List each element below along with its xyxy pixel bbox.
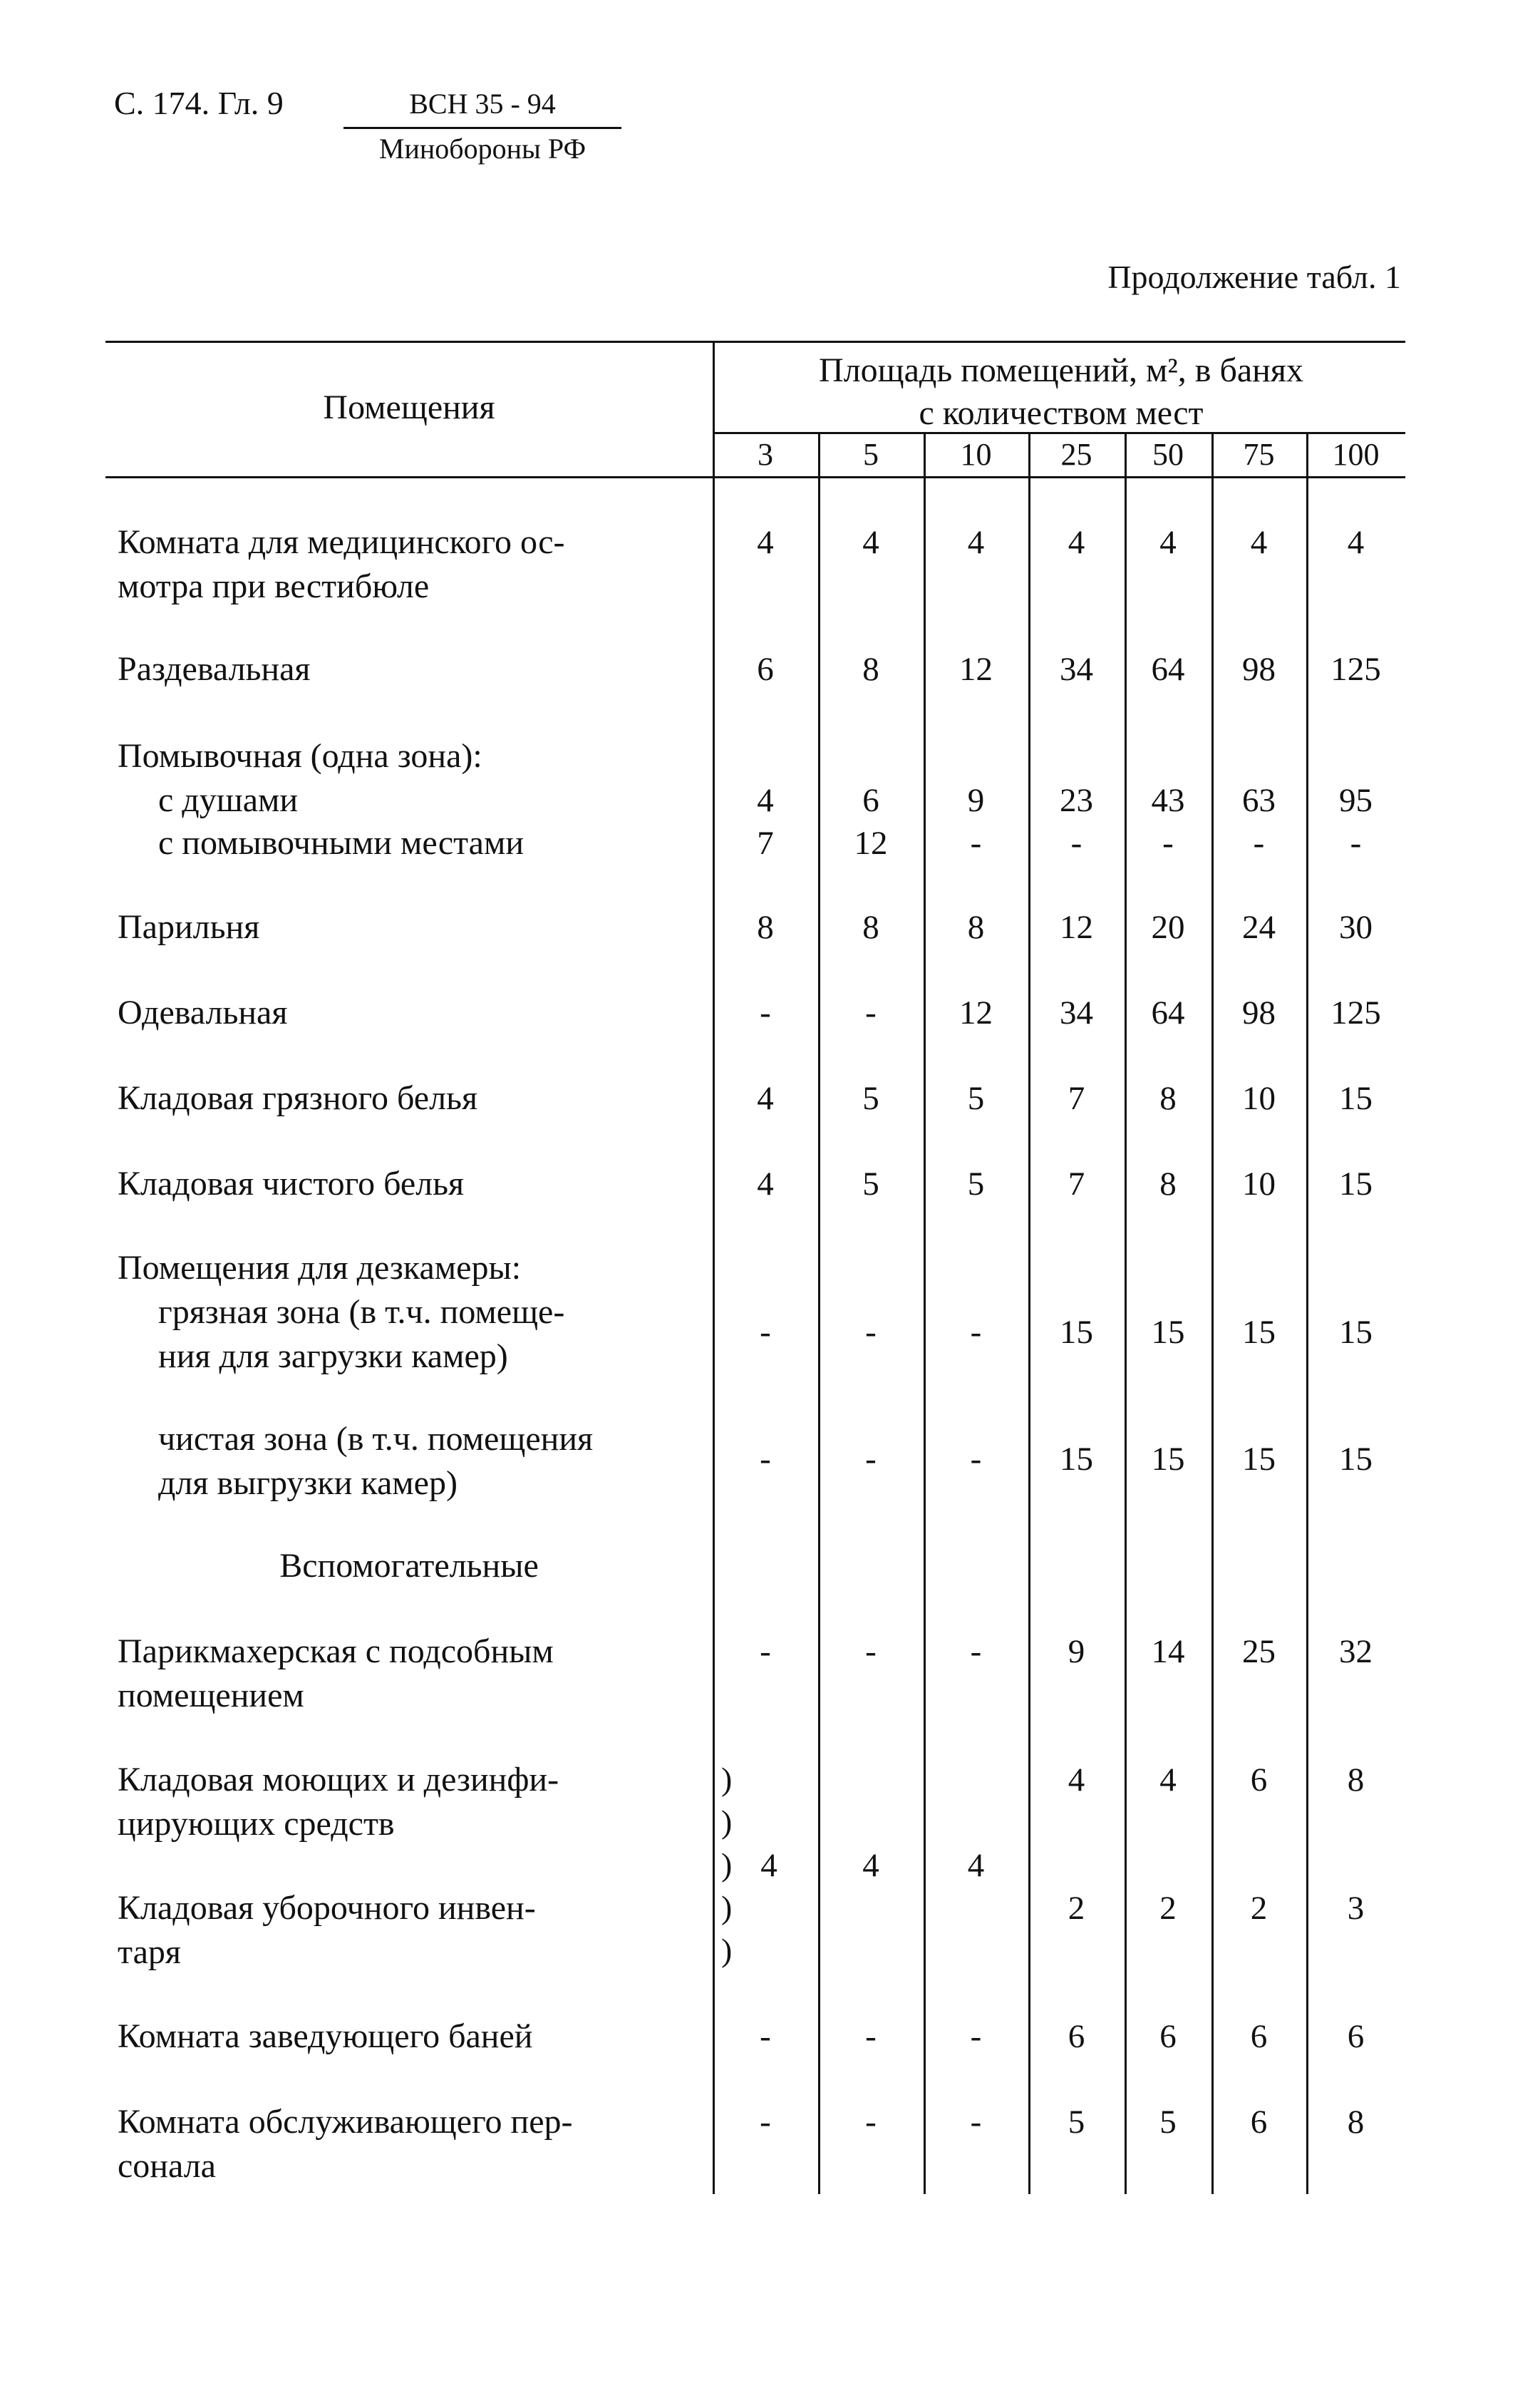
- row-label-line: цирующих средств: [118, 1805, 395, 1843]
- document-code-number: ВСН 35 - 94: [343, 84, 621, 129]
- seats-column-header: 5: [863, 437, 879, 472]
- row-label-medical-room: [118, 520, 702, 609]
- shared-value-cell: 4: [862, 1847, 879, 1884]
- table-cell: 12: [959, 994, 993, 1031]
- table-cell: 15: [1151, 1441, 1185, 1478]
- table-cell: 3: [1347, 1890, 1365, 1927]
- row-label-line: Парикмахерская с подсобным: [118, 1632, 554, 1670]
- shared-bracket: ) ) ) ) ): [721, 1761, 733, 1968]
- table-cell: 15: [1060, 1314, 1093, 1351]
- table-cell: -: [1162, 825, 1174, 862]
- table-cell: 14: [1151, 1633, 1185, 1670]
- table-cell: 8: [862, 909, 879, 946]
- table-cell: 98: [1242, 651, 1276, 688]
- table-cell: 2: [1250, 1890, 1268, 1927]
- table-cell: -: [1253, 825, 1265, 862]
- row-label-clean-linen-store: Кладовая чистого белья: [118, 1165, 465, 1203]
- table-cell: 24: [1242, 909, 1276, 946]
- table-cell: 4: [757, 524, 774, 561]
- row-label-manager-room: Комната заведующего баней: [118, 2017, 533, 2055]
- table-cell: 8: [1347, 2104, 1365, 2141]
- table-cell: 34: [1060, 994, 1093, 1031]
- table-cell: 64: [1151, 651, 1185, 688]
- table-cell: -: [970, 1633, 982, 1670]
- table-cell: 2: [1068, 1890, 1085, 1927]
- table-cell: 8: [967, 909, 985, 946]
- table-cell: -: [970, 2018, 982, 2055]
- row-label-line: ния для загрузки камер): [158, 1337, 508, 1375]
- table-cell: -: [865, 1441, 877, 1478]
- table-cell: 15: [1151, 1314, 1185, 1351]
- table-cell: -: [760, 2104, 771, 2141]
- table-cell: 7: [757, 825, 774, 862]
- table-cell: 4: [1068, 524, 1085, 561]
- table-cell: 9: [1068, 1633, 1085, 1670]
- table-cell: 5: [967, 1080, 985, 1117]
- seats-column-header: 75: [1243, 437, 1275, 472]
- table-cell: 5: [862, 1080, 879, 1117]
- table-cell: 8: [1159, 1165, 1177, 1203]
- area-group-header: [715, 349, 1407, 435]
- table-cell: 10: [1242, 1165, 1276, 1203]
- table-cell: -: [970, 1314, 982, 1351]
- table-cell: -: [970, 825, 982, 862]
- table-cell: 6: [1250, 1761, 1268, 1798]
- table-cell: -: [865, 1314, 877, 1351]
- table-cell: -: [1070, 825, 1082, 862]
- row-label-line: таря: [118, 1933, 181, 1971]
- table-cell: 6: [1250, 2018, 1268, 2055]
- row-label-staff-room: [118, 2100, 702, 2188]
- row-label-washing-room: Помывочная (одна зона):: [118, 737, 482, 775]
- table-cell: 6: [757, 651, 774, 688]
- table-cell: 4: [1250, 524, 1268, 561]
- table-cell: 32: [1339, 1633, 1373, 1670]
- table-cell: 4: [862, 524, 879, 561]
- row-label-line: для выгрузки камер): [158, 1464, 458, 1502]
- table-cell: 12: [1060, 909, 1093, 946]
- document-code-authority: Минобороны РФ: [378, 133, 586, 165]
- table-cell: 7: [1068, 1165, 1085, 1203]
- table-cell: 15: [1339, 1441, 1373, 1478]
- table-cell: 20: [1151, 909, 1185, 946]
- area-group-header-line1: Площадь помещений, м², в банях: [819, 351, 1303, 389]
- table-cell: 12: [854, 825, 888, 862]
- table-cell: 5: [1068, 2104, 1085, 2141]
- table-cell: 23: [1060, 782, 1093, 819]
- row-label-undressing-room: Раздевальная: [118, 650, 311, 688]
- table-cell: -: [865, 2018, 877, 2055]
- table-cell: 4: [757, 1080, 774, 1117]
- table-cell: 15: [1339, 1165, 1373, 1203]
- table-cell: 4: [1347, 524, 1365, 561]
- row-label-line: сонала: [118, 2147, 216, 2185]
- table-cell: 15: [1339, 1314, 1373, 1351]
- table-header-bottom-rule: [105, 476, 1405, 478]
- row-label-line: Кладовая уборочного инвен-: [118, 1889, 536, 1927]
- seats-column-header: 50: [1152, 437, 1184, 472]
- row-label-line: мотра при вестибюле: [118, 567, 430, 605]
- section-heading-auxiliary: Вспомогательные: [279, 1547, 539, 1585]
- table-cell: 95: [1339, 782, 1373, 819]
- table-cell: 5: [967, 1165, 985, 1203]
- table-cell: 64: [1151, 994, 1185, 1031]
- table-cell: 10: [1242, 1080, 1276, 1117]
- table-cell: 8: [1347, 1761, 1365, 1798]
- row-label-dirty-linen-store: Кладовая грязного белья: [118, 1079, 478, 1117]
- table-cell: 15: [1242, 1314, 1276, 1351]
- table-cell: -: [865, 1633, 877, 1670]
- page-reference: С. 174. Гл. 9: [114, 85, 284, 121]
- seats-column-header: 3: [758, 437, 773, 472]
- table-cell: -: [760, 994, 771, 1031]
- row-label-dressing-room: Одевальная: [118, 994, 288, 1031]
- table-cell: 98: [1242, 994, 1276, 1031]
- table-cell: 15: [1339, 1080, 1373, 1117]
- table-cell: 6: [862, 782, 879, 819]
- table-cell: 6: [1068, 2018, 1085, 2055]
- row-label-disinfection-rooms: Помещения для дезкамеры:: [118, 1249, 522, 1287]
- seats-column-header: 25: [1060, 437, 1092, 472]
- seats-column-header: 10: [960, 437, 992, 472]
- shared-value-cell: 4: [967, 1847, 985, 1884]
- rooms-column-header: Помещения: [323, 388, 495, 426]
- table-cell: 12: [959, 651, 993, 688]
- table-cell: 9: [967, 782, 985, 819]
- table-cell: -: [1350, 825, 1362, 862]
- table-cell: -: [865, 994, 877, 1031]
- row-label-dirty-zone: [158, 1290, 702, 1379]
- table-cell: 4: [1068, 1761, 1085, 1798]
- document-code: [343, 84, 621, 169]
- table-cell: -: [760, 1314, 771, 1351]
- row-label-steam-room: Парильня: [118, 908, 260, 946]
- table-cell: 63: [1242, 782, 1276, 819]
- row-label-washing-places: с помывочными местами: [158, 824, 524, 862]
- table-cell: 5: [1159, 2104, 1177, 2141]
- table-cell: 125: [1330, 994, 1381, 1031]
- table-cell: 125: [1330, 651, 1381, 688]
- table-top-rule: [105, 341, 1405, 343]
- row-label-line: Кладовая моющих и дезинфи-: [118, 1761, 559, 1798]
- table-cell: 25: [1242, 1633, 1276, 1670]
- table-cell: -: [865, 2104, 877, 2141]
- row-label-barbershop: [118, 1630, 702, 1718]
- table-cell: 43: [1151, 782, 1185, 819]
- table-cell: 15: [1060, 1441, 1093, 1478]
- table-cell: 4: [967, 524, 985, 561]
- table-cell: -: [760, 1633, 771, 1670]
- row-label-line: грязная зона (в т.ч. помеще-: [158, 1293, 565, 1331]
- table-cell: 8: [862, 651, 879, 688]
- row-label-detergent-store: [118, 1758, 702, 1846]
- table-cell: 2: [1159, 1890, 1177, 1927]
- column-divider-rooms: [713, 341, 715, 2194]
- table-cell: 15: [1242, 1441, 1276, 1478]
- table-continuation-note: Продолжение табл. 1: [1107, 259, 1401, 295]
- table-cell: 4: [1159, 1761, 1177, 1798]
- table-cell: 34: [1060, 651, 1093, 688]
- row-label-showers: с душами: [158, 781, 299, 819]
- table-cell: 8: [1159, 1080, 1177, 1117]
- row-label-line: чистая зона (в т.ч. помещения: [158, 1420, 594, 1458]
- row-label-cleaning-store: [118, 1886, 702, 1975]
- table-cell: 7: [1068, 1080, 1085, 1117]
- table-cell: 8: [757, 909, 774, 946]
- table-cell: 5: [862, 1165, 879, 1203]
- table-cell: -: [970, 2104, 982, 2141]
- table-cell: 4: [757, 1165, 774, 1203]
- table-cell: -: [760, 2018, 771, 2055]
- table-cell: -: [760, 1441, 771, 1478]
- table-cell: -: [970, 1441, 982, 1478]
- area-group-header-line2: с количеством мест: [919, 394, 1204, 432]
- table-cell: 6: [1250, 2104, 1268, 2141]
- table-cell: 4: [757, 782, 774, 819]
- shared-value-cell: 4: [760, 1847, 777, 1884]
- row-label-line: Комната обслуживающего пер-: [118, 2103, 573, 2141]
- row-label-clean-zone: [158, 1417, 702, 1506]
- row-label-line: помещением: [118, 1677, 304, 1714]
- seats-column-header: 100: [1332, 437, 1380, 472]
- table-cell: 4: [1159, 524, 1177, 561]
- table-cell: 6: [1347, 2018, 1365, 2055]
- table-cell: 6: [1159, 2018, 1177, 2055]
- table-cell: 30: [1339, 909, 1373, 946]
- row-label-line: Комната для медицинского ос-: [118, 523, 565, 561]
